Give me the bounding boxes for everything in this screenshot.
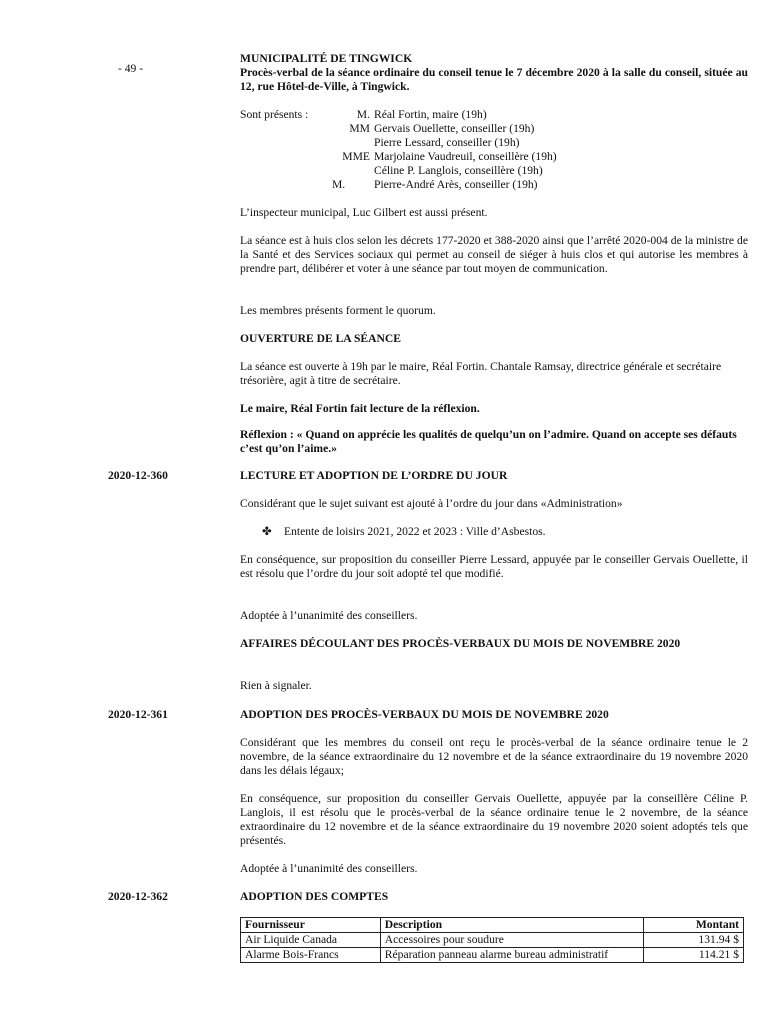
- section-heading: ADOPTION DES COMPTES: [240, 890, 389, 903]
- amount-cell: 131.94 $: [644, 933, 744, 948]
- bullet-icon: ✤: [262, 525, 272, 538]
- reflection-intro: Le maire, Réal Fortin fait lecture de la réflexion.: [240, 402, 480, 415]
- resolution-paragraph: En conséquence, sur proposition du conseiller Gervais Ouellette, appuyée par la conseillère Céline P. Langlois, il est résolu que le procès-verbal de la séance ordinaire tenue le 2 novembre, de la séance extraordinaire du 12 novembre et de la séance extraordinaire du 19 novembre 2020 soient adoptés tels que présentés.: [240, 792, 748, 847]
- page-number: - 49 -: [118, 62, 144, 75]
- description-cell: Accessoires pour soudure: [380, 933, 643, 948]
- opening-paragraph: La séance est ouverte à 19h par le maire, Réal Fortin. Chantale Ramsay, directrice générale et secrétaire trésorière, agit à titre de secrétaire.: [240, 360, 722, 387]
- amount-cell: 114.21 $: [644, 948, 744, 963]
- attendance-name: Réal Fortin, maire (19h): [374, 108, 487, 121]
- supplier-cell: Air Liquide Canada: [241, 933, 381, 948]
- section-heading: LECTURE ET ADOPTION DE L’ORDRE DU JOUR: [240, 469, 508, 482]
- attendance-prefix: M.: [332, 178, 346, 191]
- nothing-to-report: Rien à signaler.: [240, 679, 312, 692]
- reflection-quote: Réflexion : « Quand on apprécie les qualités de quelqu’un on l’admire. Quand on accepte ses défauts c’est qu’on l’aime.»: [240, 428, 737, 455]
- table-row: [241, 933, 744, 948]
- considering-paragraph: Considérant que le sujet suivant est ajouté à l’ordre du jour dans «Administration»: [240, 497, 623, 510]
- closed-session-paragraph: La séance est à huis clos selon les décrets 177-2020 et 388-2020 ainsi que l’arrêté 2020-004 de la ministre de la Santé et des Services sociaux qui permet au conseil de siéger à huis clos et qui autorise les membres à prendre part, délibérer et voter à une séance par tout moyen de communication.: [240, 234, 748, 275]
- minutes-subtitle: Procès-verbal de la séance ordinaire du conseil tenue le 7 décembre 2020 à la salle du conseil, située au 12, rue Hôtel-de-Ville, à Tingwick.: [240, 66, 748, 93]
- attendance-prefix: MME: [342, 150, 370, 163]
- column-header: Montant: [644, 918, 744, 933]
- attendance-name: Gervais Ouellette, conseiller (19h): [374, 122, 535, 135]
- table-row: [241, 948, 744, 963]
- section-heading: ADOPTION DES PROCÈS-VERBAUX DU MOIS DE NOVEMBRE 2020: [240, 708, 609, 721]
- adoption-note: Adoptée à l’unanimité des conseillers.: [240, 862, 418, 875]
- attendance-label: Sont présents :: [240, 108, 309, 121]
- column-header: Description: [380, 918, 643, 933]
- municipality-title: MUNICIPALITÉ DE TINGWICK: [240, 52, 413, 65]
- description-cell: Réparation panneau alarme bureau administratif: [380, 948, 643, 963]
- attendance-name: Céline P. Langlois, conseillère (19h): [374, 164, 543, 177]
- considering-paragraph: Considérant que les membres du conseil ont reçu le procès-verbal de la séance ordinaire tenue le 2 novembre, de la séance extraordinaire du 12 novembre et de la séance extraordinaire du 19 novembre 2020 dans les délais légaux;: [240, 736, 748, 777]
- column-header: Fournisseur: [241, 918, 381, 933]
- quorum-note: Les membres présents forment le quorum.: [240, 304, 436, 317]
- adoption-note: Adoptée à l’unanimité des conseillers.: [240, 609, 418, 622]
- resolution-number: 2020-12-361: [108, 708, 168, 721]
- attendance-prefix: MM: [349, 122, 370, 135]
- supplier-cell: Alarme Bois-Francs: [241, 948, 381, 963]
- accounts-table: [240, 917, 744, 963]
- attendance-name: Pierre Lessard, conseiller (19h): [374, 136, 520, 149]
- resolution-number: 2020-12-362: [108, 890, 168, 903]
- agenda-added-item: Entente de loisirs 2021, 2022 et 2023 : Ville d’Asbestos.: [284, 525, 546, 538]
- attendance-name: Pierre-André Arès, conseiller (19h): [374, 178, 538, 191]
- opening-heading: OUVERTURE DE LA SÉANCE: [240, 332, 401, 345]
- section-heading: AFFAIRES DÉCOULANT DES PROCÈS-VERBAUX DU MOIS DE NOVEMBRE 2020: [240, 637, 681, 650]
- attendance-name: Marjolaine Vaudreuil, conseillère (19h): [374, 150, 557, 163]
- resolution-paragraph: En conséquence, sur proposition du conseiller Pierre Lessard, appuyée par le conseiller Gervais Ouellette, il est résolu que l’ordre du jour soit adopté tel que modifié.: [240, 553, 748, 580]
- resolution-number: 2020-12-360: [108, 469, 168, 482]
- inspector-note: L’inspecteur municipal, Luc Gilbert est aussi présent.: [240, 206, 488, 219]
- table-header-row: [241, 918, 744, 933]
- attendance-prefix: M.: [356, 108, 370, 121]
